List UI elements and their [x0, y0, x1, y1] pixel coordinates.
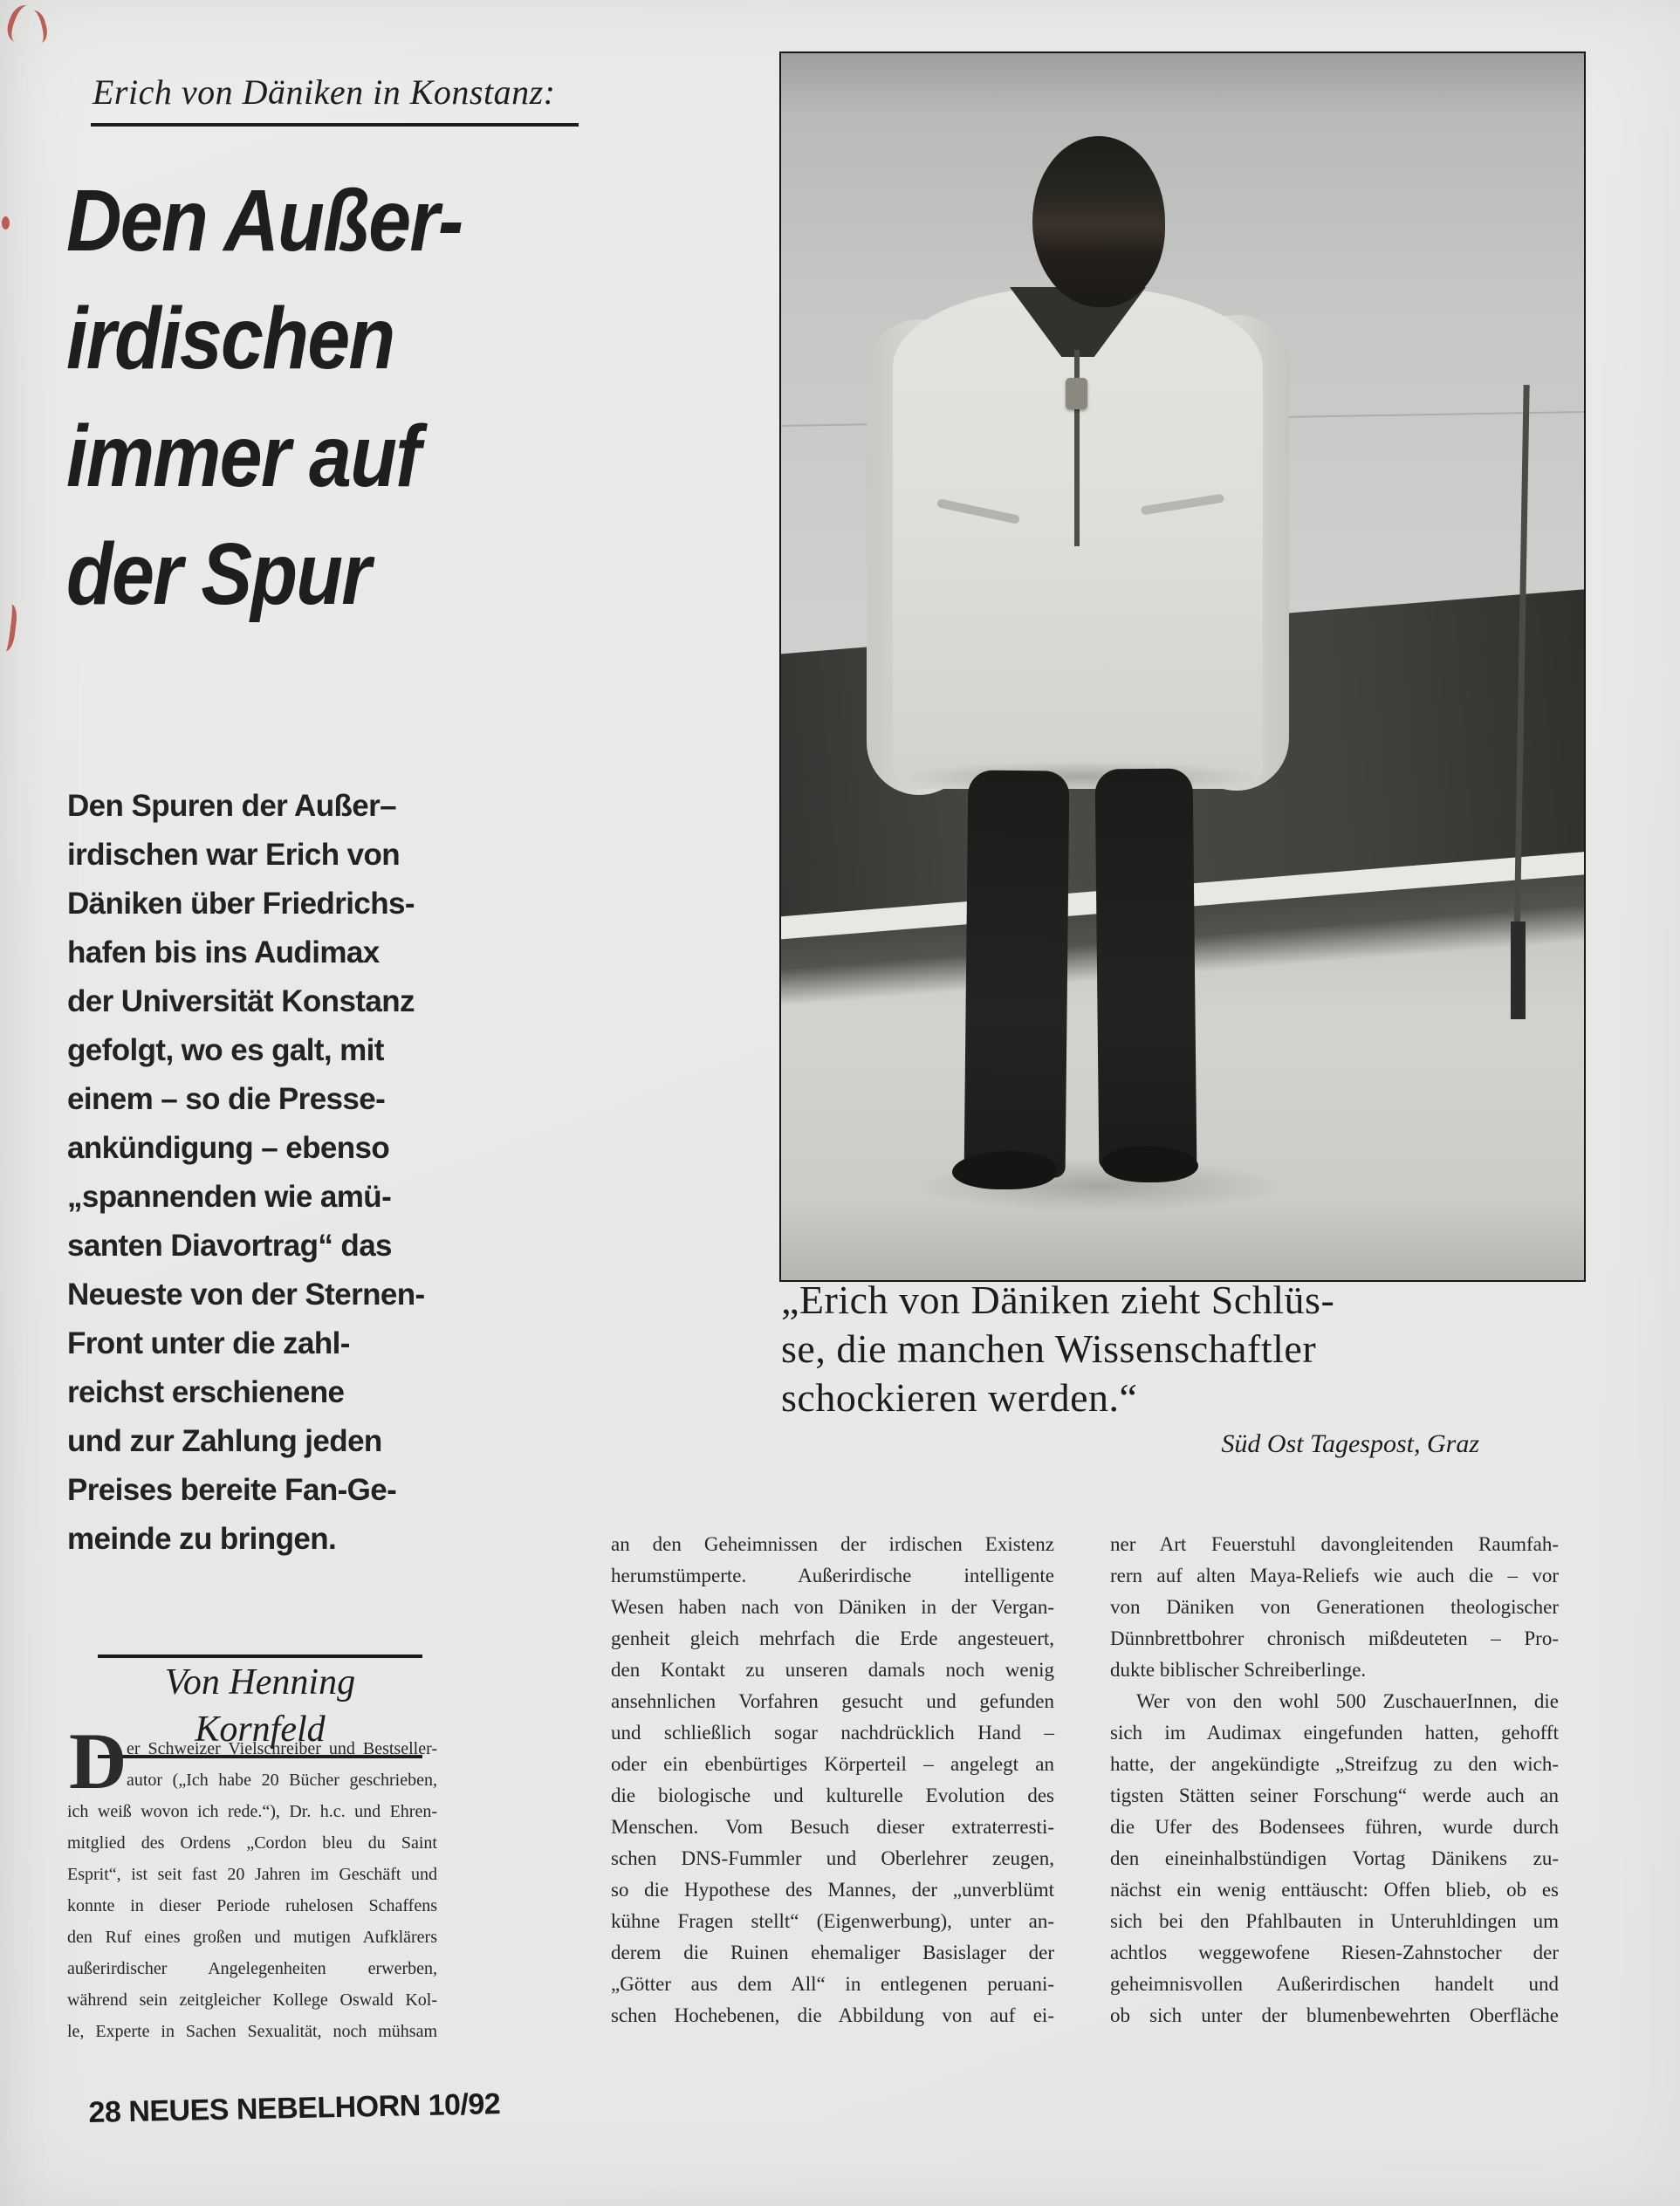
body-text-line: autor („Ich habe 20 Bücher geschrieben, [127, 1771, 437, 1790]
standfirst-line: hafen bis ins Audimax [67, 935, 380, 969]
body-text-line: ich weiß wovon ich rede.“), Dr. h.c. und Ehren- [67, 1802, 437, 1821]
body-text-line: hatte, der angekündigte „Streifzug zu den wich- [1110, 1753, 1559, 1775]
standfirst-line: ankündigung – ebenso [67, 1131, 390, 1165]
standfirst-line: Preises bereite Fan-Ge- [67, 1473, 397, 1507]
body-text-line: tigsten Stätten seiner Forschung“ werde auch an [1110, 1785, 1559, 1806]
subject-left-shoe [952, 1151, 1057, 1189]
body-text-line: nächst ein wenig enttäuscht: Offen blieb, ob es [1110, 1879, 1559, 1901]
body-text-line: ansehnlichen Vorfahren gesucht und gefunden [611, 1690, 1054, 1712]
subject-left-leg [964, 770, 1070, 1177]
body-text-line: die biologische und kulturelle Evolution des [611, 1785, 1054, 1806]
headline-line: der Spur [66, 525, 370, 623]
body-text-line: Esprit“, ist seit fast 20 Jahren im Geschäft und [67, 1865, 437, 1884]
body-text-line: Menschen. Vom Besuch dieser extraterresti- [611, 1816, 1054, 1838]
body-text-line: achtlos weggewofene Riesen-Zahnstocher der [1110, 1942, 1559, 1963]
standfirst-line: Front unter die zahl- [67, 1326, 350, 1360]
pull-quote [781, 1276, 1505, 1459]
photo-subject [781, 53, 1584, 1280]
body-text-line: außerirdischer Angelegenheiten erwerben, [67, 1959, 437, 1978]
standfirst-line: irdischen war Erich von [67, 838, 401, 872]
body-text-line: ner Art Feuerstuhl davongleitenden Raumfah- [1110, 1533, 1559, 1555]
pull-quote-line: schockieren werden.“ [781, 1375, 1138, 1420]
byline: Von Henning Kornfeld [164, 1662, 356, 1750]
body-text-line: kühne Fragen stellt“ (Eigenwerbung), unter an- [611, 1910, 1054, 1932]
subject-right-shoe [1102, 1146, 1198, 1182]
standfirst-line: Den Spuren der Außer– [67, 789, 397, 823]
headline-line: immer auf [66, 408, 420, 505]
drop-cap: D [69, 1716, 127, 1805]
standfirst-line: Däniken über Friedrichs- [67, 887, 415, 921]
kicker: Erich von Däniken in Konstanz: [91, 72, 579, 127]
body-text-line: le, Experte in Sachen Sexualität, noch mühsam [67, 2022, 437, 2041]
body-text-line: oder ein ebenbürtiges Körperteil – angelegt an [611, 1753, 1054, 1775]
body-text-line: während sein zeitgleicher Kollege Oswald Kol- [67, 1990, 437, 2010]
body-text-line: den Kontakt zu unseren damals noch wenig [611, 1659, 1054, 1681]
red-pen-mark [2, 216, 10, 230]
body-column-2 [611, 1529, 1054, 2031]
red-pen-mark [0, 603, 18, 652]
standfirst-line: meinde zu bringen. [67, 1522, 337, 1556]
headline-line: Den Außer- [66, 172, 463, 270]
body-text-line: genheit gleich mehrfach die Erde angesteuert, [611, 1627, 1054, 1649]
pull-quote-lines [781, 1276, 1505, 1422]
subject-bolo-clasp [1066, 378, 1087, 409]
body-text-line: geheimnisvollen Außerirdischen handelt und [1110, 1973, 1559, 1995]
body-text-line: den eineinhalbstündigen Vortag Dänikens zu- [1110, 1847, 1559, 1869]
body-text-line: „Götter aus dem All“ in entlegenen peruani- [611, 1973, 1054, 1995]
body-text-line: so die Hypothese des Mannes, der „unverblümt [611, 1879, 1054, 1901]
page-footer: 28 NEUES NEBELHORN 10/92 [88, 2087, 501, 2130]
body-text-line: schen Hochebenen, die Abbildung von auf ei- [611, 2004, 1054, 2026]
body-text-line: sich bei den Pfahlbauten in Unteruhldingen um [1110, 1910, 1559, 1932]
standfirst-line: und zur Zahlung jeden [67, 1424, 382, 1458]
body-text-line: schen DNS-Fummler und Oberlehrer zeugen, [611, 1847, 1054, 1869]
subject-hem-shadow [912, 762, 1252, 791]
subject-right-leg [1095, 768, 1197, 1170]
body-text-line: Wer von den wohl 500 ZuschauerInnen, die [1136, 1690, 1559, 1712]
photo [779, 51, 1586, 1282]
subject-head [1032, 136, 1165, 307]
pull-quote-line: „Erich von Däniken zieht Schlüs- [781, 1278, 1335, 1322]
body-text-line: und schließlich sogar nachdrücklich Hand – [611, 1722, 1054, 1744]
quote-attribution: Süd Ost Tagespost, Graz [1221, 1429, 1479, 1458]
body-text-line: Dünnbrettbohrer chronisch mißdeuteten – Pro- [1110, 1627, 1559, 1649]
body-text-line: sich im Audimax eingefunden hatten, gehofft [1110, 1722, 1559, 1744]
body-text-line: herumstümperte. Außerirdische intelligente [611, 1565, 1054, 1586]
standfirst-line: der Universität Konstanz [67, 984, 415, 1018]
body-text-line: den Ruf eines großen und mutigen Aufklärers [67, 1928, 437, 1947]
standfirst-line: santen Diavortrag“ das [67, 1229, 392, 1263]
body-text-line: Wesen haben nach von Däniken in der Vergan- [611, 1596, 1054, 1618]
standfirst-line: reichst erschienene [67, 1375, 345, 1409]
body-text-line: dukte biblischer Schreiberlinge. [1110, 1659, 1367, 1681]
pull-quote-line: se, die manchen Wissenschaftler [781, 1326, 1317, 1371]
body-text-line: von Däniken von Generationen theologischer [1110, 1596, 1559, 1618]
standfirst-line: gefolgt, wo es galt, mit [67, 1033, 384, 1067]
body-text-line: rern auf alten Maya-Reliefs wie auch die – vor [1110, 1565, 1559, 1586]
body-text-line: konnte in dieser Periode ruhelosen Schaffens [67, 1896, 437, 1915]
body-text-line: an den Geheimnissen der irdischen Existenz [611, 1533, 1054, 1555]
standfirst [67, 782, 442, 1564]
body-text-line: mitglied des Ordens „Cordon bleu du Saint [67, 1833, 437, 1853]
body-column-1 [67, 1733, 437, 2047]
body-text-line: die Ufer des Bodensees führen, wurde durch [1110, 1816, 1559, 1838]
standfirst-line: Neueste von der Sternen- [67, 1278, 425, 1312]
body-text-line: er Schweizer Vielschreiber und Bestseller- [127, 1739, 437, 1758]
body-text-line: ob sich unter der blumenbewehrten Oberfläche [1110, 2004, 1559, 2026]
standfirst-line: einem – so die Presse- [67, 1082, 386, 1116]
body-column-3 [1110, 1529, 1559, 2031]
body-text-line: derem die Ruinen ehemaliger Basislager der [611, 1942, 1054, 1963]
headline [66, 162, 462, 634]
standfirst-line: „spannenden wie amü- [67, 1180, 392, 1214]
headline-line: irdischen [66, 290, 394, 387]
